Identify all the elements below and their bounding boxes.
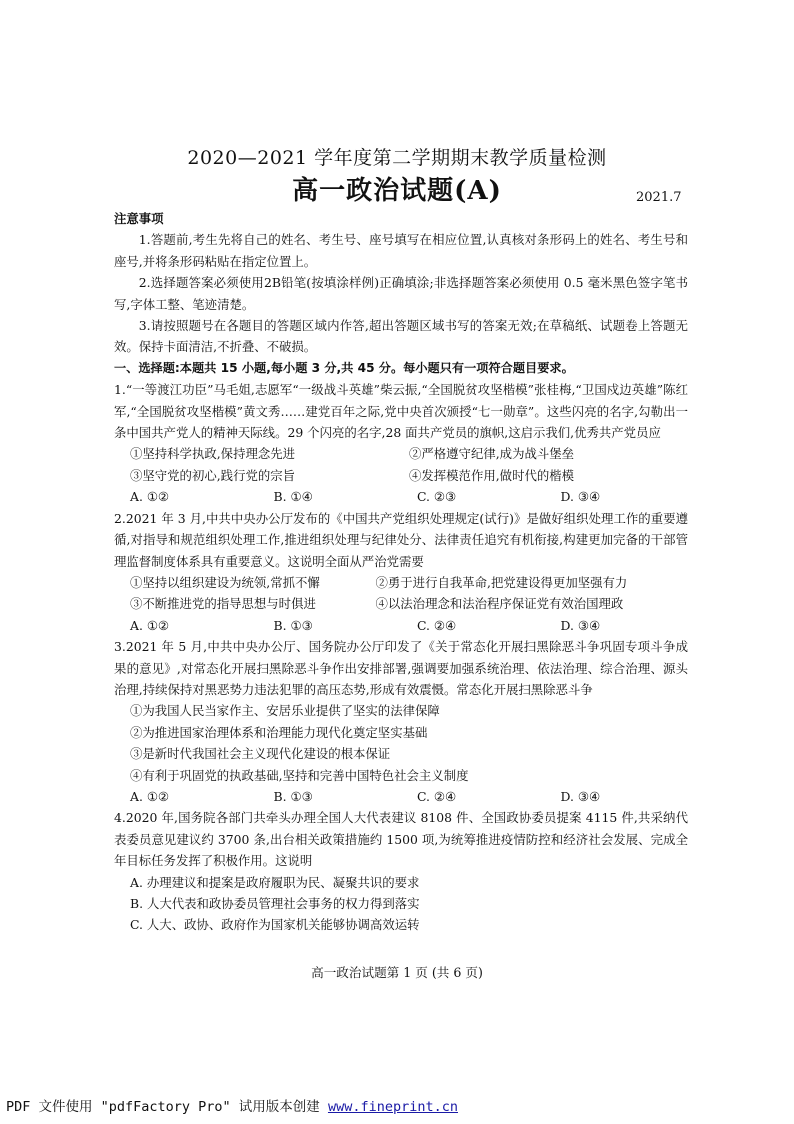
option-d: D. ③④: [560, 617, 601, 633]
statement-row: [114, 465, 688, 486]
statement: ①为我国人民当家作主、安居乐业提供了坚实的法律保障: [130, 703, 440, 719]
pdf-watermark-note: [6, 1095, 458, 1115]
notice-heading: 注意事项: [114, 211, 164, 226]
option-c: C. ②④: [417, 788, 457, 804]
exam-content: [114, 208, 688, 936]
option-a: A. ①②: [130, 788, 170, 804]
choice: B. 人大代表和政协委员管理社会事务的权力得到落实: [130, 896, 420, 911]
question-stem: 2.2021 年 3 月,中共中央办公厅发布的《中国共产党组织处理规定(试行)》是做好组织处理工作的重要遵循,对指导和规范组织处理工作,推进组织处理与纪律处分、法律责任追究有机衔接,构建更加完备的干部管理监督制度体系具有重要意义。这说明全面从严治党需要: [114, 510, 688, 569]
fineprint-link[interactable]: www.fineprint.cn: [327, 1099, 458, 1115]
option-b: B. ①③: [273, 617, 313, 633]
statement: ①坚持科学执政,保持理念先进: [130, 446, 296, 462]
question-1: [114, 379, 688, 507]
pdf-note-text: PDF 文件使用 "pdfFactory Pro" 试用版本创建: [6, 1099, 320, 1115]
statement: ④以法治理念和法治程序保证党有效治国理政: [375, 596, 624, 612]
statement: ③坚守党的初心,践行党的宗旨: [130, 467, 296, 483]
paper-title: 高一政治试题(A): [292, 176, 502, 206]
statement-row: [114, 593, 688, 614]
option-b: B. ①③: [273, 788, 313, 804]
option-a: A. ①②: [130, 617, 170, 633]
choice: A. 办理建议和提案是政府履职为民、凝聚共识的要求: [130, 874, 420, 890]
notice-item: 1.答题前,考生先将自己的姓名、考生号、座号填写在相应位置,认真核对条形码上的姓名、考生号和座号,并将条形码粘贴在指定位置上。: [114, 232, 688, 269]
question-stem: 4.2020 年,国务院各部门共牵头办理全国人大代表建议 8108 件、全国政协委员提案 4115 件,共采纳代表委员意见建议约 3700 条,出台相关政策措施约 1500 项,为统筹推进疫情防控和经济社会发展、完成全年目标任务发挥了积极作用。这说明: [114, 810, 688, 869]
statement: ②为推进国家治理体系和治理能力现代化奠定坚实基础: [130, 724, 428, 740]
statement-row: [114, 572, 688, 593]
notice-item: 3.请按照题号在各题目的答题区域内作答,超出答题区域书写的答案无效;在草稿纸、试题卷上答题无效。保持卡面清洁,不折叠、不破损。: [114, 318, 688, 355]
page-number: 高一政治试题第 1 页 (共 6 页): [311, 965, 483, 980]
answer-options: [114, 786, 688, 807]
option-a: A. ①②: [130, 489, 170, 505]
statement: ②勇于进行自我革命,把党建设得更加坚强有力: [375, 574, 628, 590]
statement: ③是新时代我国社会主义现代化建设的根本保证: [130, 746, 391, 762]
question-4: [114, 807, 688, 935]
answer-options: [114, 615, 688, 636]
option-c: C. ②③: [417, 489, 457, 505]
statement: ④有利于巩固党的执政基础,坚持和完善中国特色社会主义制度: [130, 767, 469, 783]
exam-date: 2021.7: [636, 190, 682, 205]
section-heading: 一、选择题:本题共 15 小题,每小题 3 分,共 45 分。每小题只有一项符合题目要求。: [114, 360, 574, 375]
statement: ①坚持以组织建设为统领,常抓不懈: [130, 574, 320, 590]
option-d: D. ③④: [560, 788, 601, 804]
option-b: B. ①④: [273, 489, 313, 505]
option-d: D. ③④: [560, 489, 601, 505]
exam-title: 2020—2021 学年度第二学期期末教学质量检测: [187, 147, 607, 169]
statement-row: [114, 443, 688, 464]
option-c: C. ②④: [417, 617, 457, 633]
choice: C. 人大、政协、政府作为国家机关能够协调高效运转: [130, 917, 420, 933]
statement: ④发挥模范作用,做时代的楷模: [409, 467, 575, 483]
question-stem: 3.2021 年 5 月,中共中央办公厅、国务院办公厅印发了《关于常态化开展扫黑除恶斗争巩固专项斗争成果的意见》,对常态化开展扫黑除恶斗争作出安排部署,强调要加强系统治理、依法治理、综合治理、源头治理,持续保持对黑恶势力违法犯罪的高压态势,形成有效震慑。常态化开展扫黑除恶斗争: [114, 639, 688, 697]
question-2: [114, 508, 688, 636]
question-3: [114, 636, 688, 807]
statement: ③不断推进党的指导思想与时俱进: [130, 596, 316, 612]
notice-item: 2.选择题答案必须使用2B铅笔(按填涂样例)正确填涂;非选择题答案必须使用 0.5 毫米黑色签字笔书写,字体工整、笔迹清楚。: [114, 275, 688, 312]
question-stem: 1.“一等渡江功臣”马毛姐,志愿军“一级战斗英雄”柴云振,“全国脱贫攻坚楷模”张桂梅,“卫国戍边英雄”陈红军,“全国脱贫攻坚楷模”黄文秀……建党百年之际,党中央首次颁授“七一勋章”。这些闪亮的名字,勾勒出一条中国共产党人的精神天际线。29 个闪亮的名字,28 面共产党员的旗帜,这启示我们,优秀共产党员应: [114, 382, 688, 441]
statement: ②严格遵守纪律,成为战斗堡垒: [409, 446, 575, 462]
answer-options: [114, 486, 688, 507]
